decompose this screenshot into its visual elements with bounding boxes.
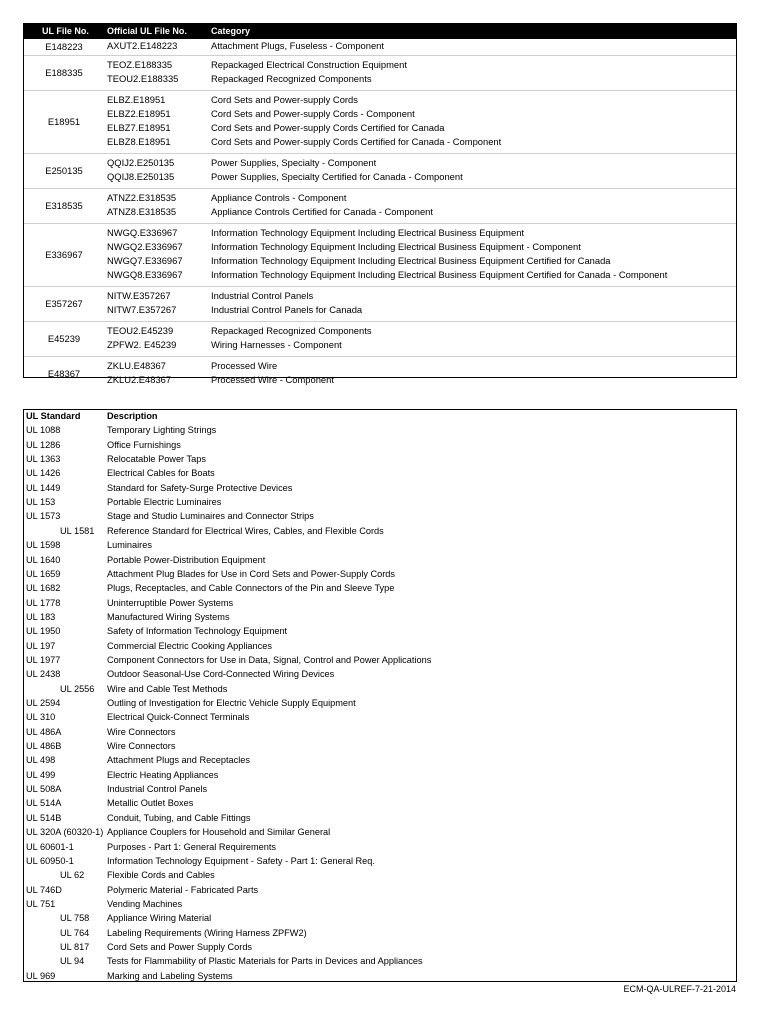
ul-standard: UL 183 <box>26 611 56 622</box>
standard-description: Portable Power-Distribution Equipment <box>107 554 266 565</box>
standard-row <box>24 956 736 970</box>
standard-description: Tests for Flammability of Plastic Materials for Parts in Devices and Appliances <box>107 956 423 967</box>
official-ul-file-no: ELBZ8.E18951 <box>107 136 171 147</box>
standard-description: Temporary Lighting Strings <box>107 425 217 436</box>
category: Cord Sets and Power-supply Cords - Component <box>211 108 415 119</box>
standard-row <box>24 870 736 884</box>
standard-row <box>24 669 736 683</box>
category: Wiring Harnesses - Component <box>211 339 342 350</box>
file-row <box>24 59 736 73</box>
official-ul-file-no: ATNZ2.E318535 <box>107 192 177 203</box>
ul-standard: UL 1426 <box>26 468 61 479</box>
standard-row <box>24 755 736 769</box>
standard-description: Electric Heating Appliances <box>107 769 219 780</box>
ul-standard: UL 751 <box>26 898 56 909</box>
standard-description: Manufactured Wiring Systems <box>107 611 230 622</box>
standard-row <box>24 913 736 927</box>
ul-file-no: E48367 <box>47 368 81 379</box>
file-row <box>24 255 736 269</box>
standard-row <box>24 612 736 626</box>
file-group <box>24 90 736 153</box>
ul-file-table-header <box>24 24 736 39</box>
ul-standard: UL 94 <box>60 956 85 967</box>
file-group <box>24 153 736 188</box>
file-group <box>24 356 736 391</box>
category: Power Supplies, Specialty Certified for Canada - Component <box>211 171 463 182</box>
standard-description: Marking and Labeling Systems <box>107 970 233 981</box>
standard-description: Wire Connectors <box>107 741 176 752</box>
official-ul-file-no: AXUT2.E148223 <box>107 40 178 51</box>
ul-standard: UL 2438 <box>26 669 61 680</box>
standard-description: Component Connectors for Use in Data, Signal, Control and Power Applications <box>107 654 432 665</box>
standard-row <box>24 971 736 985</box>
ul-standard: UL 320A (60320-1) <box>26 827 104 838</box>
standard-row <box>24 712 736 726</box>
official-ul-file-no: NITW.E357267 <box>107 290 171 301</box>
official-ul-file-no: ELBZ2.E18951 <box>107 108 171 119</box>
ul-file-no: E188335 <box>45 67 83 78</box>
category: Repackaged Electrical Construction Equipment <box>211 59 407 70</box>
ul-standard: UL 1659 <box>26 568 61 579</box>
file-group <box>24 321 736 356</box>
ul-standard: UL 1778 <box>26 597 61 608</box>
ul-standard: UL 1640 <box>26 554 61 565</box>
official-ul-file-no: ZKLU2.E48367 <box>107 374 172 385</box>
file-row <box>24 325 736 339</box>
official-ul-file-no: NWGQ2.E336967 <box>107 241 183 252</box>
standard-row <box>24 942 736 956</box>
standard-row <box>24 784 736 798</box>
standard-description: Commercial Electric Cooking Appliances <box>107 640 272 651</box>
file-row <box>24 360 736 374</box>
category: Appliance Controls Certified for Canada - Component <box>211 206 433 217</box>
file-row <box>24 241 736 255</box>
ul-standard: UL 310 <box>26 712 56 723</box>
file-row <box>24 157 736 171</box>
ul-standard: UL 758 <box>60 913 90 924</box>
category: Industrial Control Panels for Canada <box>211 304 363 315</box>
standard-description: Industrial Control Panels <box>107 784 208 795</box>
ul-standard: UL 2556 <box>60 683 95 694</box>
standard-row <box>24 928 736 942</box>
ul-standard: UL 197 <box>26 640 56 651</box>
standard-row <box>24 899 736 913</box>
ul-standard-table <box>23 409 737 982</box>
file-row <box>24 108 736 122</box>
file-row <box>24 192 736 206</box>
ul-standard: UL 486B <box>26 741 62 752</box>
ul-standard: UL 1598 <box>26 540 61 551</box>
standard-row <box>24 641 736 655</box>
standard-row <box>24 813 736 827</box>
file-row <box>24 227 736 241</box>
ul-file-no: E357267 <box>45 298 83 309</box>
file-row <box>24 171 736 185</box>
standard-description: Luminaires <box>107 540 152 551</box>
standard-description: Vending Machines <box>107 898 183 909</box>
standard-row <box>24 770 736 784</box>
standard-description: Polymeric Material - Fabricated Parts <box>107 884 259 895</box>
header-ul-standard: UL Standard <box>26 411 81 421</box>
ul-standard: UL 1950 <box>26 626 61 637</box>
standard-row <box>24 598 736 612</box>
file-group <box>24 39 736 55</box>
standard-description: Appliance Couplers for Household and Similar General <box>107 827 331 838</box>
ul-standard: UL 817 <box>60 941 90 952</box>
ul-standard: UL 1449 <box>26 482 61 493</box>
standard-description: Appliance Wiring Material <box>107 913 212 924</box>
ul-standard: UL 62 <box>60 870 85 881</box>
standard-row <box>24 440 736 454</box>
category: Attachment Plugs, Fuseless - Component <box>211 40 384 51</box>
standard-row <box>24 626 736 640</box>
ul-standard: UL 1682 <box>26 583 61 594</box>
official-ul-file-no: ZKLU.E48367 <box>107 360 166 371</box>
ul-standard: UL 514B <box>26 812 62 823</box>
category: Processed Wire <box>211 360 278 371</box>
standard-description: Portable Electric Luminaires <box>107 497 222 508</box>
header-description: Description <box>107 411 158 421</box>
category: Cord Sets and Power-supply Cords Certified for Canada - Component <box>211 136 502 147</box>
standard-description: Flexible Cords and Cables <box>107 870 215 881</box>
file-group <box>24 223 736 286</box>
standard-row <box>24 425 736 439</box>
ul-standard: UL 60950-1 <box>26 855 74 866</box>
ul-standard: UL 1286 <box>26 439 61 450</box>
standard-description: Uninterruptible Power Systems <box>107 597 234 608</box>
standard-description: Office Furnishings <box>107 439 181 450</box>
standard-row <box>24 483 736 497</box>
standard-row <box>24 798 736 812</box>
file-group <box>24 286 736 321</box>
standard-description: Labeling Requirements (Wiring Harness ZPFW2) <box>107 927 307 938</box>
ul-standard: UL 486A <box>26 726 62 737</box>
standard-description: Stage and Studio Luminaires and Connector Strips <box>107 511 314 522</box>
category: Power Supplies, Specialty - Component <box>211 157 377 168</box>
standard-row <box>24 540 736 554</box>
official-ul-file-no: ATNZ8.E318535 <box>107 206 177 217</box>
standard-row <box>24 655 736 669</box>
standard-description: Wire Connectors <box>107 726 176 737</box>
official-ul-file-no: NWGQ8.E336967 <box>107 269 183 280</box>
category: Processed Wire - Component <box>211 374 334 385</box>
category: Industrial Control Panels <box>211 290 314 301</box>
standard-description: Attachment Plug Blades for Use in Cord Sets and Power-Supply Cords <box>107 568 396 579</box>
official-ul-file-no: NWGQ7.E336967 <box>107 255 183 266</box>
official-ul-file-no: ELBZ.E18951 <box>107 94 166 105</box>
category: Information Technology Equipment Including Electrical Business Equipment - Component <box>211 241 581 252</box>
ul-standard: UL 1573 <box>26 511 61 522</box>
standard-description: Outling of Investigation for Electric Vehicle Supply Equipment <box>107 698 356 708</box>
ul-standard: UL 514A <box>26 798 62 809</box>
ul-standard: UL 1363 <box>26 454 61 465</box>
standard-description: Attachment Plugs and Receptacles <box>107 755 250 766</box>
file-row <box>24 339 736 353</box>
ul-file-no: E250135 <box>45 165 83 176</box>
standard-row <box>24 555 736 569</box>
ul-standard: UL 498 <box>26 755 56 766</box>
header-category: Category <box>211 26 251 36</box>
ul-file-no: E336967 <box>45 249 83 260</box>
standard-row <box>24 741 736 755</box>
standard-row <box>24 454 736 468</box>
standard-description: Purposes - Part 1: General Requirements <box>107 841 277 852</box>
standard-description: Plugs, Receptacles, and Cable Connectors of the Pin and Sleeve Type <box>107 583 395 594</box>
standard-row <box>24 885 736 899</box>
ul-standard-table-header <box>24 411 736 425</box>
file-row <box>24 136 736 150</box>
official-ul-file-no: QQIJ2.E250135 <box>107 157 175 168</box>
ul-standard: UL 508A <box>26 784 62 795</box>
standard-description: Cord Sets and Power Supply Cords <box>107 941 253 952</box>
ul-standard: UL 969 <box>26 970 56 981</box>
ul-standard: UL 60601-1 <box>26 841 74 852</box>
standard-description: Relocatable Power Taps <box>107 454 206 465</box>
ul-file-no: E18951 <box>47 116 81 127</box>
official-ul-file-no: QQIJ8.E250135 <box>107 171 175 182</box>
ul-file-table <box>23 23 737 385</box>
category: Information Technology Equipment Including Electrical Business Equipment Certified for Canada <box>211 255 611 266</box>
header-ul-file-no: UL File No. <box>42 26 89 36</box>
file-row <box>24 122 736 136</box>
ul-standard: UL 746D <box>26 884 62 895</box>
file-row <box>24 374 736 388</box>
ul-standard: UL 1088 <box>26 425 61 436</box>
document-footer-code: ECM-QA-ULREF-7-21-2014 <box>623 984 736 994</box>
official-ul-file-no: NITW7.E357267 <box>107 304 177 315</box>
standard-description: Outdoor Seasonal-Use Cord-Connected Wiring Devices <box>107 669 335 680</box>
official-ul-file-no: ELBZ7.E18951 <box>107 122 171 133</box>
standard-description: Electrical Quick-Connect Terminals <box>107 712 250 723</box>
standard-row <box>24 684 736 698</box>
standard-description: Safety of Information Technology Equipment <box>107 626 288 637</box>
standard-description: Wire and Cable Test Methods <box>107 683 228 694</box>
ul-file-no: E45239 <box>47 333 81 344</box>
ul-standard: UL 153 <box>26 497 56 508</box>
file-row <box>24 290 736 304</box>
file-row <box>24 73 736 87</box>
standard-description: Reference Standard for Electrical Wires, Cables, and Flexible Cords <box>107 525 384 536</box>
file-row <box>24 206 736 220</box>
file-row <box>24 40 736 54</box>
file-row <box>24 269 736 283</box>
official-ul-file-no: TEOZ.E188335 <box>107 59 173 70</box>
standard-row <box>24 698 736 712</box>
ul-standard: UL 1977 <box>26 654 61 665</box>
official-ul-file-no: TEOU2.E188335 <box>107 73 179 84</box>
ul-standard: UL 2594 <box>26 698 61 708</box>
category: Cord Sets and Power-supply Cords <box>211 94 358 105</box>
standard-description: Electrical Cables for Boats <box>107 468 215 479</box>
standard-description: Metallic Outlet Boxes <box>107 798 194 809</box>
ul-file-no: E318535 <box>45 200 83 211</box>
standard-row <box>24 569 736 583</box>
standard-row <box>24 842 736 856</box>
ul-standard: UL 499 <box>26 769 56 780</box>
file-row <box>24 94 736 108</box>
category: Information Technology Equipment Including Electrical Business Equipment Certified for Canada - Component <box>211 269 668 280</box>
file-group <box>24 55 736 90</box>
standard-row <box>24 827 736 841</box>
standard-description: Conduit, Tubing, and Cable Fittings <box>107 812 251 823</box>
ul-file-no: E148223 <box>45 41 83 52</box>
file-group <box>24 188 736 223</box>
standard-description: Standard for Safety-Surge Protective Devices <box>107 482 293 493</box>
category: Appliance Controls - Component <box>211 192 347 203</box>
header-official-ul-file-no: Official UL File No. <box>107 26 187 36</box>
standard-row <box>24 511 736 525</box>
standard-row <box>24 727 736 741</box>
category: Repackaged Recognized Components <box>211 73 372 84</box>
official-ul-file-no: TEOU2.E45239 <box>107 325 174 336</box>
official-ul-file-no: NWGQ.E336967 <box>107 227 178 238</box>
ul-standard: UL 1581 <box>60 525 95 536</box>
standard-description: Information Technology Equipment - Safety - Part 1: General Req. <box>107 855 375 866</box>
standard-row <box>24 497 736 511</box>
standard-row <box>24 856 736 870</box>
ul-standard: UL 764 <box>60 927 90 938</box>
file-row <box>24 304 736 318</box>
standard-row <box>24 468 736 482</box>
category: Information Technology Equipment Including Electrical Business Equipment <box>211 227 525 238</box>
standard-row <box>24 583 736 597</box>
standard-row <box>24 526 736 540</box>
category: Repackaged Recognized Components <box>211 325 372 336</box>
category: Cord Sets and Power-supply Cords Certified for Canada <box>211 122 445 133</box>
official-ul-file-no: ZPFW2. E45239 <box>107 339 177 350</box>
